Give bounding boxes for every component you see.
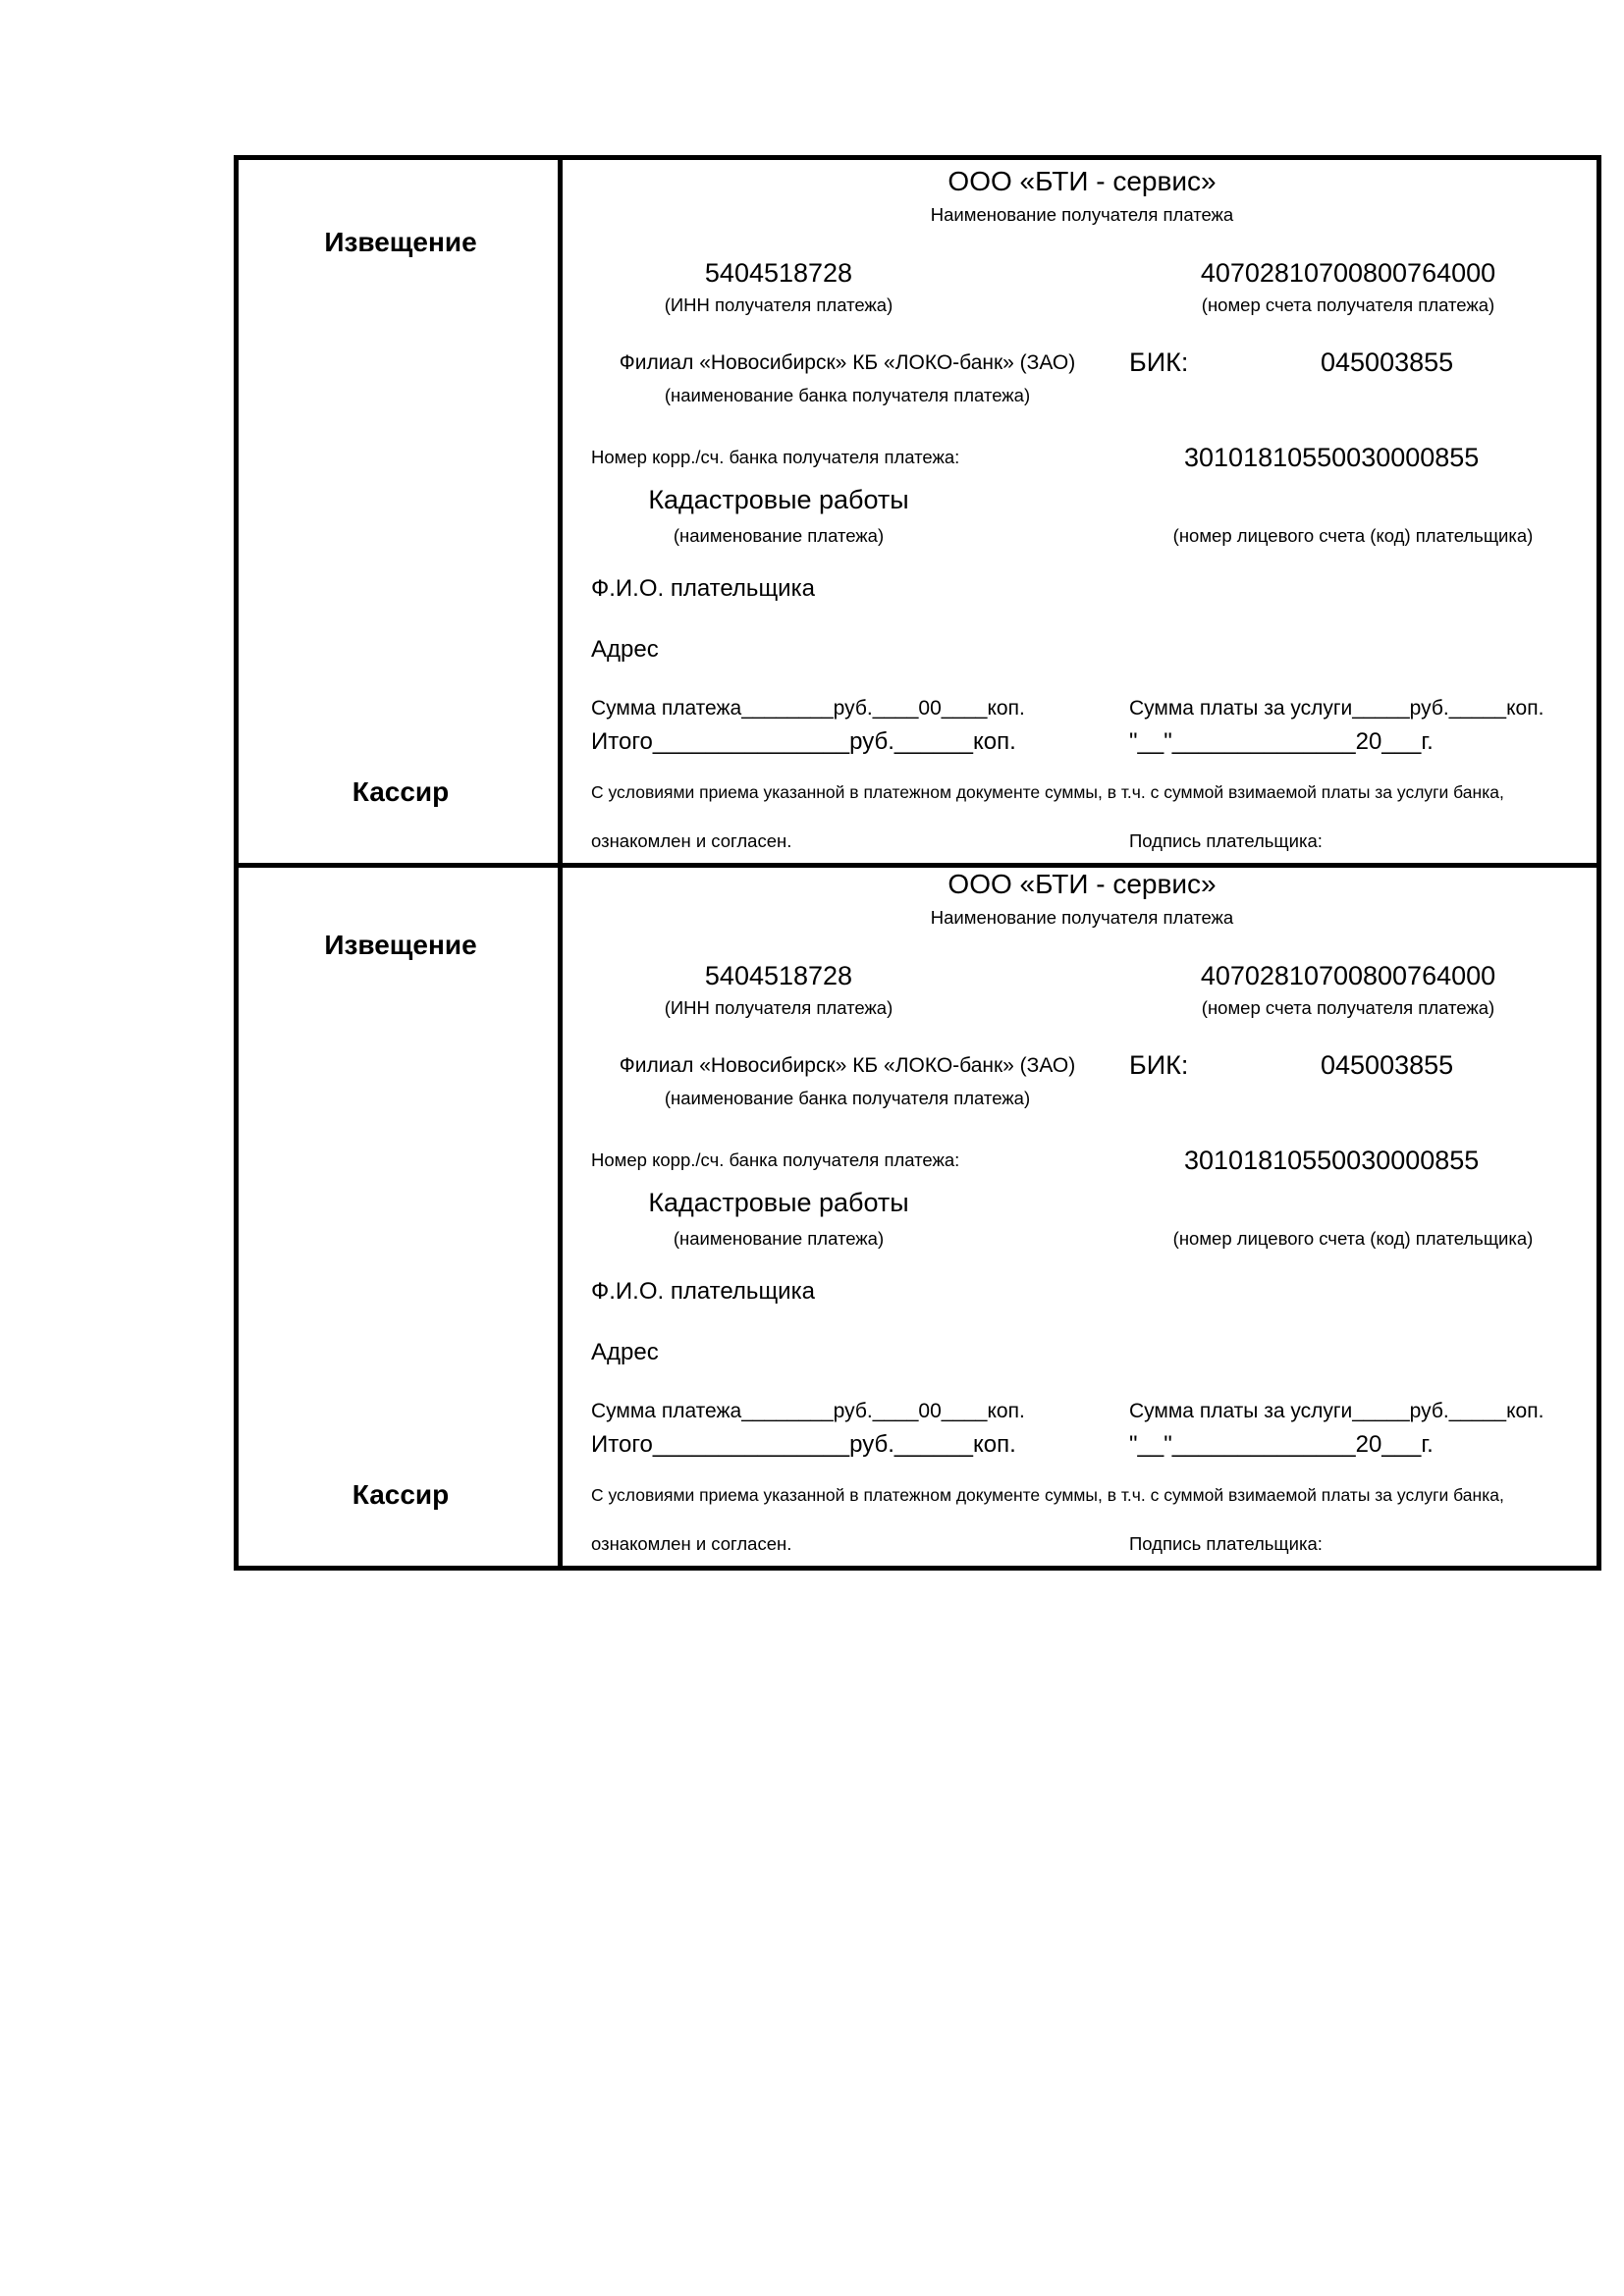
receipt-right-column <box>563 868 1597 1571</box>
receipt-left-column <box>239 160 563 863</box>
inn-caption: (ИНН получателя платежа) <box>664 294 893 315</box>
agreed-label: ознакомлен и согласен. <box>591 1533 792 1554</box>
date-line: "__"______________20___г. <box>1129 728 1434 755</box>
payment-name-caption: (наименование платежа) <box>673 1228 885 1249</box>
bank-name: Филиал «Новосибирск» КБ «ЛОКО-банк» (ЗАО) <box>619 351 1076 374</box>
personal-account-caption: (номер лицевого счета (код) плательщика) <box>1172 525 1534 546</box>
bik-value: 045003855 <box>1321 347 1454 377</box>
signature-label: Подпись плательщика: <box>1129 830 1323 851</box>
corr-account-label: Номер корр./сч. банка получателя платежа: <box>591 447 960 467</box>
account-caption: (номер счета получателя платежа) <box>1201 997 1495 1018</box>
bik-label: БИК: <box>1129 1050 1189 1080</box>
recipient-name-caption: Наименование получателя платежа <box>930 907 1234 928</box>
corr-account-label: Номер корр./сч. банка получателя платежа: <box>591 1149 960 1170</box>
notice-label: Извещение <box>324 227 477 257</box>
account-caption: (номер счета получателя платежа) <box>1201 294 1495 315</box>
total-line: Итого_______________руб.______коп. <box>591 728 1016 755</box>
receipt-section-notice <box>239 160 1597 863</box>
recipient-name-caption: Наименование получателя платежа <box>930 204 1234 225</box>
bik-label: БИК: <box>1129 347 1189 377</box>
terms-line: С условиями приема указанной в платежном документе суммы, в т.ч. с суммой взимаемой платы за услуги банка, <box>591 1485 1504 1505</box>
payer-name-label: Ф.И.О. плательщика <box>591 575 815 602</box>
recipient-name: ООО «БТИ - сервис» <box>947 869 1217 899</box>
payment-receipt-form <box>234 155 1601 1571</box>
bank-caption: (наименование банка получателя платежа) <box>664 385 1031 405</box>
terms-line: С условиями приема указанной в платежном документе суммы, в т.ч. с суммой взимаемой платы за услуги банка, <box>591 782 1504 802</box>
bank-name: Филиал «Новосибирск» КБ «ЛОКО-банк» (ЗАО) <box>619 1054 1076 1077</box>
payment-sum-line: Сумма платежа________руб.____00____коп. <box>591 1400 1025 1422</box>
address-label: Адрес <box>591 636 659 663</box>
inn-value: 5404518728 <box>704 961 853 990</box>
receipt-right-column <box>563 160 1597 863</box>
service-fee-line: Сумма платы за услуги_____руб._____коп. <box>1129 697 1544 720</box>
payment-name-caption: (наименование платежа) <box>673 525 885 546</box>
recipient-name: ООО «БТИ - сервис» <box>947 166 1217 196</box>
payment-name: Кадастровые работы <box>648 1188 909 1217</box>
cashier-label: Кассир <box>352 1479 450 1510</box>
receipt-section-receipt <box>239 863 1597 1571</box>
address-label: Адрес <box>591 1339 659 1365</box>
receipt-left-column <box>239 868 563 1571</box>
bank-caption: (наименование банка получателя платежа) <box>664 1088 1031 1108</box>
bik-value: 045003855 <box>1321 1050 1454 1080</box>
corr-account-value: 30101810550030000855 <box>1184 443 1480 472</box>
payer-name-label: Ф.И.О. плательщика <box>591 1278 815 1305</box>
date-line: "__"______________20___г. <box>1129 1431 1434 1458</box>
corr-account-value: 30101810550030000855 <box>1184 1146 1480 1175</box>
account-value: 40702810700800764000 <box>1200 961 1496 990</box>
inn-caption: (ИНН получателя платежа) <box>664 997 893 1018</box>
account-value: 40702810700800764000 <box>1200 258 1496 288</box>
notice-label: Извещение <box>324 930 477 960</box>
payment-sum-line: Сумма платежа________руб.____00____коп. <box>591 697 1025 720</box>
payment-name: Кадастровые работы <box>648 485 909 514</box>
inn-value: 5404518728 <box>704 258 853 288</box>
total-line: Итого_______________руб.______коп. <box>591 1431 1016 1458</box>
service-fee-line: Сумма платы за услуги_____руб._____коп. <box>1129 1400 1544 1422</box>
personal-account-caption: (номер лицевого счета (код) плательщика) <box>1172 1228 1534 1249</box>
signature-label: Подпись плательщика: <box>1129 1533 1323 1554</box>
cashier-label: Кассир <box>352 776 450 807</box>
agreed-label: ознакомлен и согласен. <box>591 830 792 851</box>
